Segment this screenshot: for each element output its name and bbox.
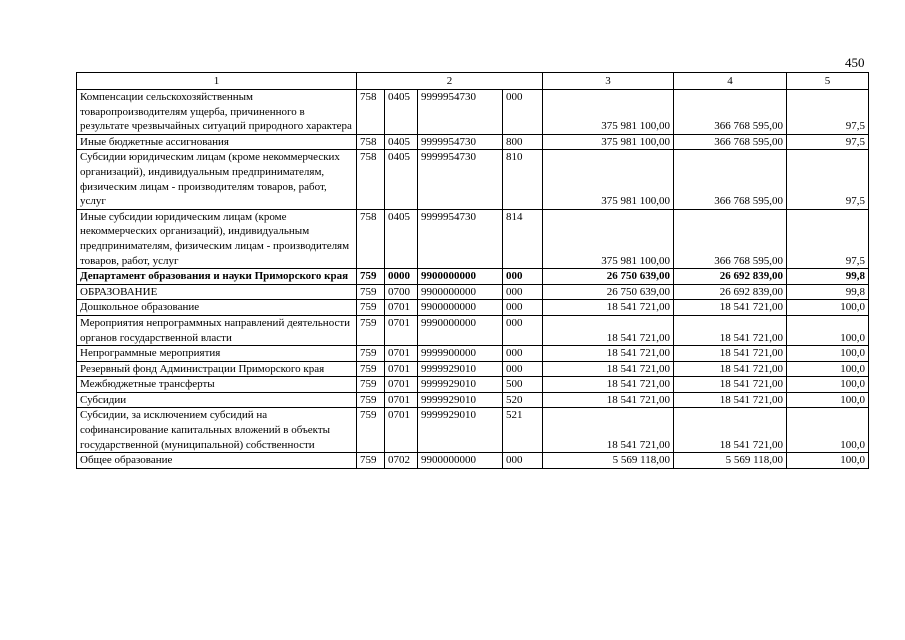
cell-percent: 97,5 bbox=[787, 134, 869, 150]
table-row bbox=[77, 150, 869, 209]
cell-target-code: 9999929010 bbox=[418, 377, 503, 393]
cell-actual-amount: 18 541 721,00 bbox=[674, 377, 787, 393]
table-row bbox=[77, 377, 869, 393]
cell-expense-type: 521 bbox=[503, 408, 543, 453]
cell-actual-amount: 18 541 721,00 bbox=[674, 408, 787, 453]
header-col-1: 1 bbox=[77, 73, 357, 90]
cell-name: Дошкольное образование bbox=[77, 300, 357, 316]
cell-planned-amount: 26 750 639,00 bbox=[543, 284, 674, 300]
cell-actual-amount: 366 768 595,00 bbox=[674, 90, 787, 135]
cell-target-code: 9999900000 bbox=[418, 346, 503, 362]
cell-ved-code: 759 bbox=[357, 408, 385, 453]
cell-actual-amount: 18 541 721,00 bbox=[674, 315, 787, 345]
table-row bbox=[77, 90, 869, 135]
cell-target-code: 9999954730 bbox=[418, 209, 503, 268]
cell-ved-code: 758 bbox=[357, 150, 385, 209]
cell-target-code: 9999929010 bbox=[418, 408, 503, 453]
cell-planned-amount: 375 981 100,00 bbox=[543, 90, 674, 135]
header-col-2: 2 bbox=[357, 73, 543, 90]
cell-planned-amount: 26 750 639,00 bbox=[543, 269, 674, 285]
cell-section-code: 0702 bbox=[385, 453, 418, 469]
cell-planned-amount: 375 981 100,00 bbox=[543, 150, 674, 209]
cell-name: Иные бюджетные ассигнования bbox=[77, 134, 357, 150]
table-row bbox=[77, 361, 869, 377]
cell-section-code: 0701 bbox=[385, 408, 418, 453]
cell-ved-code: 759 bbox=[357, 346, 385, 362]
cell-name: Непрограммные мероприятия bbox=[77, 346, 357, 362]
header-col-4: 4 bbox=[674, 73, 787, 90]
header-col-5: 5 bbox=[787, 73, 869, 90]
cell-expense-type: 800 bbox=[503, 134, 543, 150]
cell-actual-amount: 366 768 595,00 bbox=[674, 134, 787, 150]
table-row bbox=[77, 453, 869, 469]
cell-section-code: 0700 bbox=[385, 284, 418, 300]
cell-ved-code: 759 bbox=[357, 392, 385, 408]
cell-section-code: 0405 bbox=[385, 209, 418, 268]
cell-ved-code: 759 bbox=[357, 377, 385, 393]
cell-target-code: 9900000000 bbox=[418, 453, 503, 469]
cell-name: Общее образование bbox=[77, 453, 357, 469]
table-row bbox=[77, 392, 869, 408]
cell-actual-amount: 26 692 839,00 bbox=[674, 269, 787, 285]
cell-section-code: 0701 bbox=[385, 300, 418, 316]
cell-planned-amount: 18 541 721,00 bbox=[543, 377, 674, 393]
cell-section-code: 0701 bbox=[385, 377, 418, 393]
cell-name: Резервный фонд Администрации Приморского края bbox=[77, 361, 357, 377]
cell-expense-type: 000 bbox=[503, 90, 543, 135]
cell-actual-amount: 5 569 118,00 bbox=[674, 453, 787, 469]
cell-expense-type: 000 bbox=[503, 453, 543, 469]
cell-name: Мероприятия непрограммных направлений деятельности органов государственной власти bbox=[77, 315, 357, 345]
cell-ved-code: 758 bbox=[357, 134, 385, 150]
budget-table bbox=[76, 72, 869, 469]
cell-percent: 100,0 bbox=[787, 300, 869, 316]
cell-planned-amount: 18 541 721,00 bbox=[543, 361, 674, 377]
cell-ved-code: 759 bbox=[357, 453, 385, 469]
cell-percent: 100,0 bbox=[787, 377, 869, 393]
cell-percent: 100,0 bbox=[787, 392, 869, 408]
cell-section-code: 0701 bbox=[385, 315, 418, 345]
cell-name: Департамент образования и науки Приморского края bbox=[77, 269, 357, 285]
cell-target-code: 9900000000 bbox=[418, 300, 503, 316]
cell-percent: 97,5 bbox=[787, 150, 869, 209]
cell-percent: 100,0 bbox=[787, 453, 869, 469]
cell-planned-amount: 18 541 721,00 bbox=[543, 408, 674, 453]
cell-target-code: 9900000000 bbox=[418, 269, 503, 285]
cell-planned-amount: 18 541 721,00 bbox=[543, 346, 674, 362]
cell-percent: 100,0 bbox=[787, 408, 869, 453]
cell-ved-code: 758 bbox=[357, 209, 385, 268]
cell-target-code: 9990000000 bbox=[418, 315, 503, 345]
cell-section-code: 0405 bbox=[385, 150, 418, 209]
cell-planned-amount: 375 981 100,00 bbox=[543, 209, 674, 268]
cell-section-code: 0405 bbox=[385, 90, 418, 135]
cell-expense-type: 000 bbox=[503, 315, 543, 345]
cell-actual-amount: 18 541 721,00 bbox=[674, 392, 787, 408]
cell-planned-amount: 5 569 118,00 bbox=[543, 453, 674, 469]
table-row bbox=[77, 408, 869, 453]
cell-target-code: 9999929010 bbox=[418, 361, 503, 377]
cell-actual-amount: 18 541 721,00 bbox=[674, 300, 787, 316]
cell-expense-type: 520 bbox=[503, 392, 543, 408]
cell-ved-code: 759 bbox=[357, 284, 385, 300]
cell-name: Иные субсидии юридическим лицам (кроме некоммерческих организаций), индивидуальным предпринимателям, физическим лицам - производителям товаров, работ, услуг bbox=[77, 209, 357, 268]
cell-target-code: 9999954730 bbox=[418, 150, 503, 209]
table-row bbox=[77, 134, 869, 150]
cell-planned-amount: 375 981 100,00 bbox=[543, 134, 674, 150]
cell-percent: 99,8 bbox=[787, 269, 869, 285]
cell-name: Субсидии, за исключением субсидий на софинансирование капитальных вложений в объекты государственной (муниципальной) собственности bbox=[77, 408, 357, 453]
cell-name: Субсидии bbox=[77, 392, 357, 408]
cell-target-code: 9999954730 bbox=[418, 90, 503, 135]
cell-section-code: 0405 bbox=[385, 134, 418, 150]
cell-expense-type: 500 bbox=[503, 377, 543, 393]
cell-target-code: 9999954730 bbox=[418, 134, 503, 150]
cell-section-code: 0701 bbox=[385, 392, 418, 408]
cell-ved-code: 759 bbox=[357, 300, 385, 316]
cell-name: Субсидии юридическим лицам (кроме некоммерческих организаций), индивидуальным предпринимателям, физическим лицам - производителям товаров, работ, услуг bbox=[77, 150, 357, 209]
cell-ved-code: 759 bbox=[357, 315, 385, 345]
cell-expense-type: 000 bbox=[503, 284, 543, 300]
table-row bbox=[77, 346, 869, 362]
table-row bbox=[77, 269, 869, 285]
page-number: 450 bbox=[845, 55, 865, 70]
cell-section-code: 0701 bbox=[385, 361, 418, 377]
table-row bbox=[77, 284, 869, 300]
cell-expense-type: 000 bbox=[503, 361, 543, 377]
cell-section-code: 0000 bbox=[385, 269, 418, 285]
cell-actual-amount: 18 541 721,00 bbox=[674, 361, 787, 377]
cell-ved-code: 759 bbox=[357, 269, 385, 285]
header-col-3: 3 bbox=[543, 73, 674, 90]
cell-name: ОБРАЗОВАНИЕ bbox=[77, 284, 357, 300]
cell-actual-amount: 18 541 721,00 bbox=[674, 346, 787, 362]
cell-target-code: 9900000000 bbox=[418, 284, 503, 300]
table-row bbox=[77, 315, 869, 345]
cell-expense-type: 810 bbox=[503, 150, 543, 209]
cell-expense-type: 000 bbox=[503, 269, 543, 285]
cell-name: Компенсации сельскохозяйственным товаропроизводителям ущерба, причиненного в результате чрезвычайных ситуаций природного характера bbox=[77, 90, 357, 135]
cell-percent: 100,0 bbox=[787, 315, 869, 345]
cell-target-code: 9999929010 bbox=[418, 392, 503, 408]
cell-planned-amount: 18 541 721,00 bbox=[543, 392, 674, 408]
cell-actual-amount: 366 768 595,00 bbox=[674, 150, 787, 209]
cell-percent: 97,5 bbox=[787, 209, 869, 268]
header-row bbox=[77, 73, 869, 90]
cell-expense-type: 814 bbox=[503, 209, 543, 268]
cell-actual-amount: 26 692 839,00 bbox=[674, 284, 787, 300]
cell-expense-type: 000 bbox=[503, 300, 543, 316]
cell-planned-amount: 18 541 721,00 bbox=[543, 315, 674, 345]
table-row bbox=[77, 209, 869, 268]
cell-percent: 99,8 bbox=[787, 284, 869, 300]
cell-percent: 100,0 bbox=[787, 346, 869, 362]
cell-expense-type: 000 bbox=[503, 346, 543, 362]
cell-percent: 97,5 bbox=[787, 90, 869, 135]
cell-section-code: 0701 bbox=[385, 346, 418, 362]
cell-percent: 100,0 bbox=[787, 361, 869, 377]
cell-actual-amount: 366 768 595,00 bbox=[674, 209, 787, 268]
table-row bbox=[77, 300, 869, 316]
cell-ved-code: 759 bbox=[357, 361, 385, 377]
cell-planned-amount: 18 541 721,00 bbox=[543, 300, 674, 316]
cell-ved-code: 758 bbox=[357, 90, 385, 135]
cell-name: Межбюджетные трансферты bbox=[77, 377, 357, 393]
